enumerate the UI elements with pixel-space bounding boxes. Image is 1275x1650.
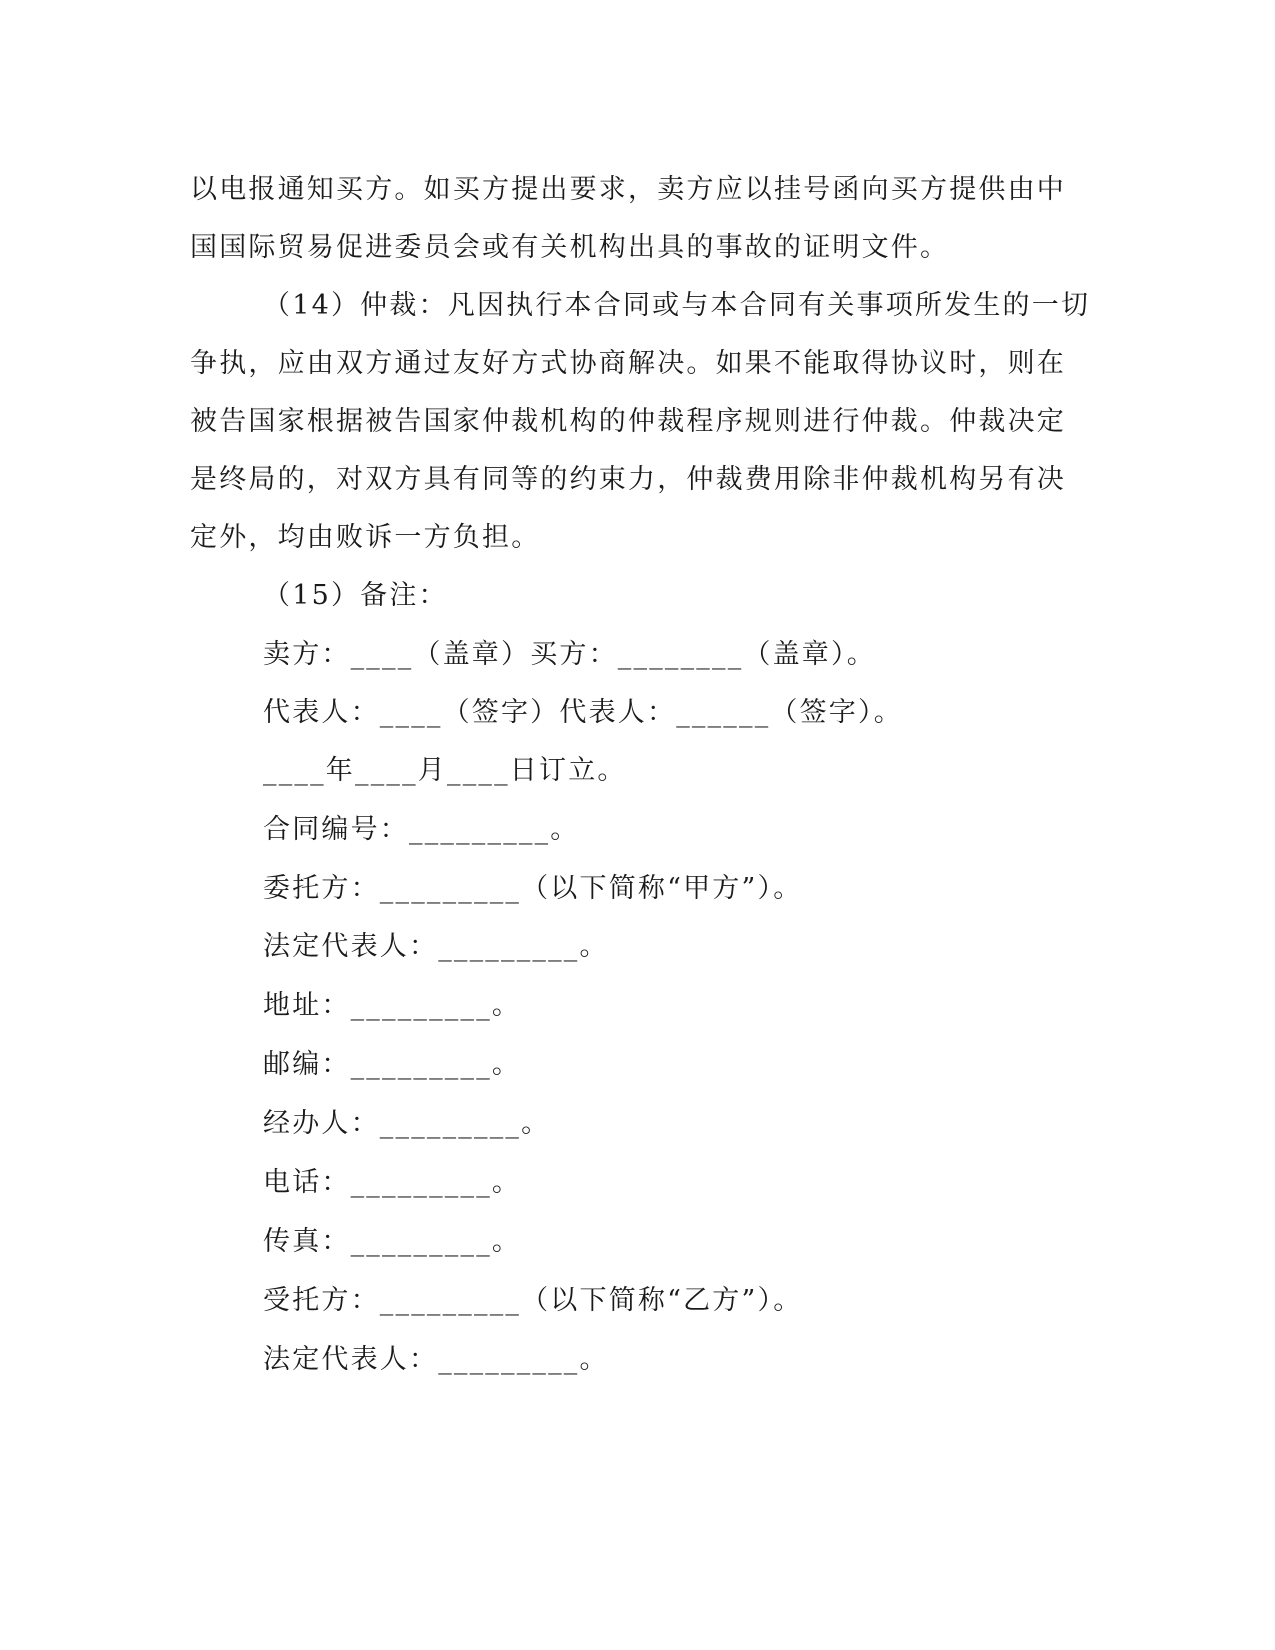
paragraph-line: 是终局的，对双方具有同等的约束力，仲裁费用除非仲裁机构另有决 <box>190 464 1066 495</box>
clause-15-heading: （15）备注： <box>263 580 448 611</box>
address-field: 地址：_________。 <box>263 990 522 1021</box>
handler-field: 经办人：_________。 <box>263 1108 551 1139</box>
client-party-field: 委托方：_________（以下简称“甲方”）。 <box>263 873 803 904</box>
fax-field: 传真：_________。 <box>263 1226 522 1257</box>
seller-buyer-seal-line: 卖方：____（盖章）买方：________（盖章）。 <box>263 639 876 670</box>
paragraph-line: 定外，均由败诉一方负担。 <box>190 522 541 553</box>
clause-14-heading-line: （14）仲裁：凡因执行本合同或与本合同有关事项所发生的一切 <box>263 290 1091 321</box>
contract-number-field: 合同编号：_________。 <box>263 814 580 845</box>
date-line: ____年____月____日订立。 <box>263 755 627 786</box>
paragraph-line: 以电报通知买方。如买方提出要求，卖方应以挂号函向买方提供由中 <box>190 174 1066 205</box>
paragraph-line: 被告国家根据被告国家仲裁机构的仲裁程序规则进行仲裁。仲裁决定 <box>190 406 1066 437</box>
legal-representative-field-2: 法定代表人：_________。 <box>263 1344 609 1375</box>
paragraph-line: 争执，应由双方通过友好方式协商解决。如果不能取得协议时，则在 <box>190 348 1066 379</box>
phone-field: 电话：_________。 <box>263 1167 522 1198</box>
legal-representative-field: 法定代表人：_________。 <box>263 931 609 962</box>
trustee-party-field: 受托方：_________（以下简称“乙方”）。 <box>263 1285 803 1316</box>
paragraph-line: 国国际贸易促进委员会或有关机构出具的事故的证明文件。 <box>190 232 950 263</box>
representative-signature-line: 代表人：____（签字）代表人：______（签字）。 <box>263 697 903 728</box>
postcode-field: 邮编：_________。 <box>263 1049 522 1080</box>
